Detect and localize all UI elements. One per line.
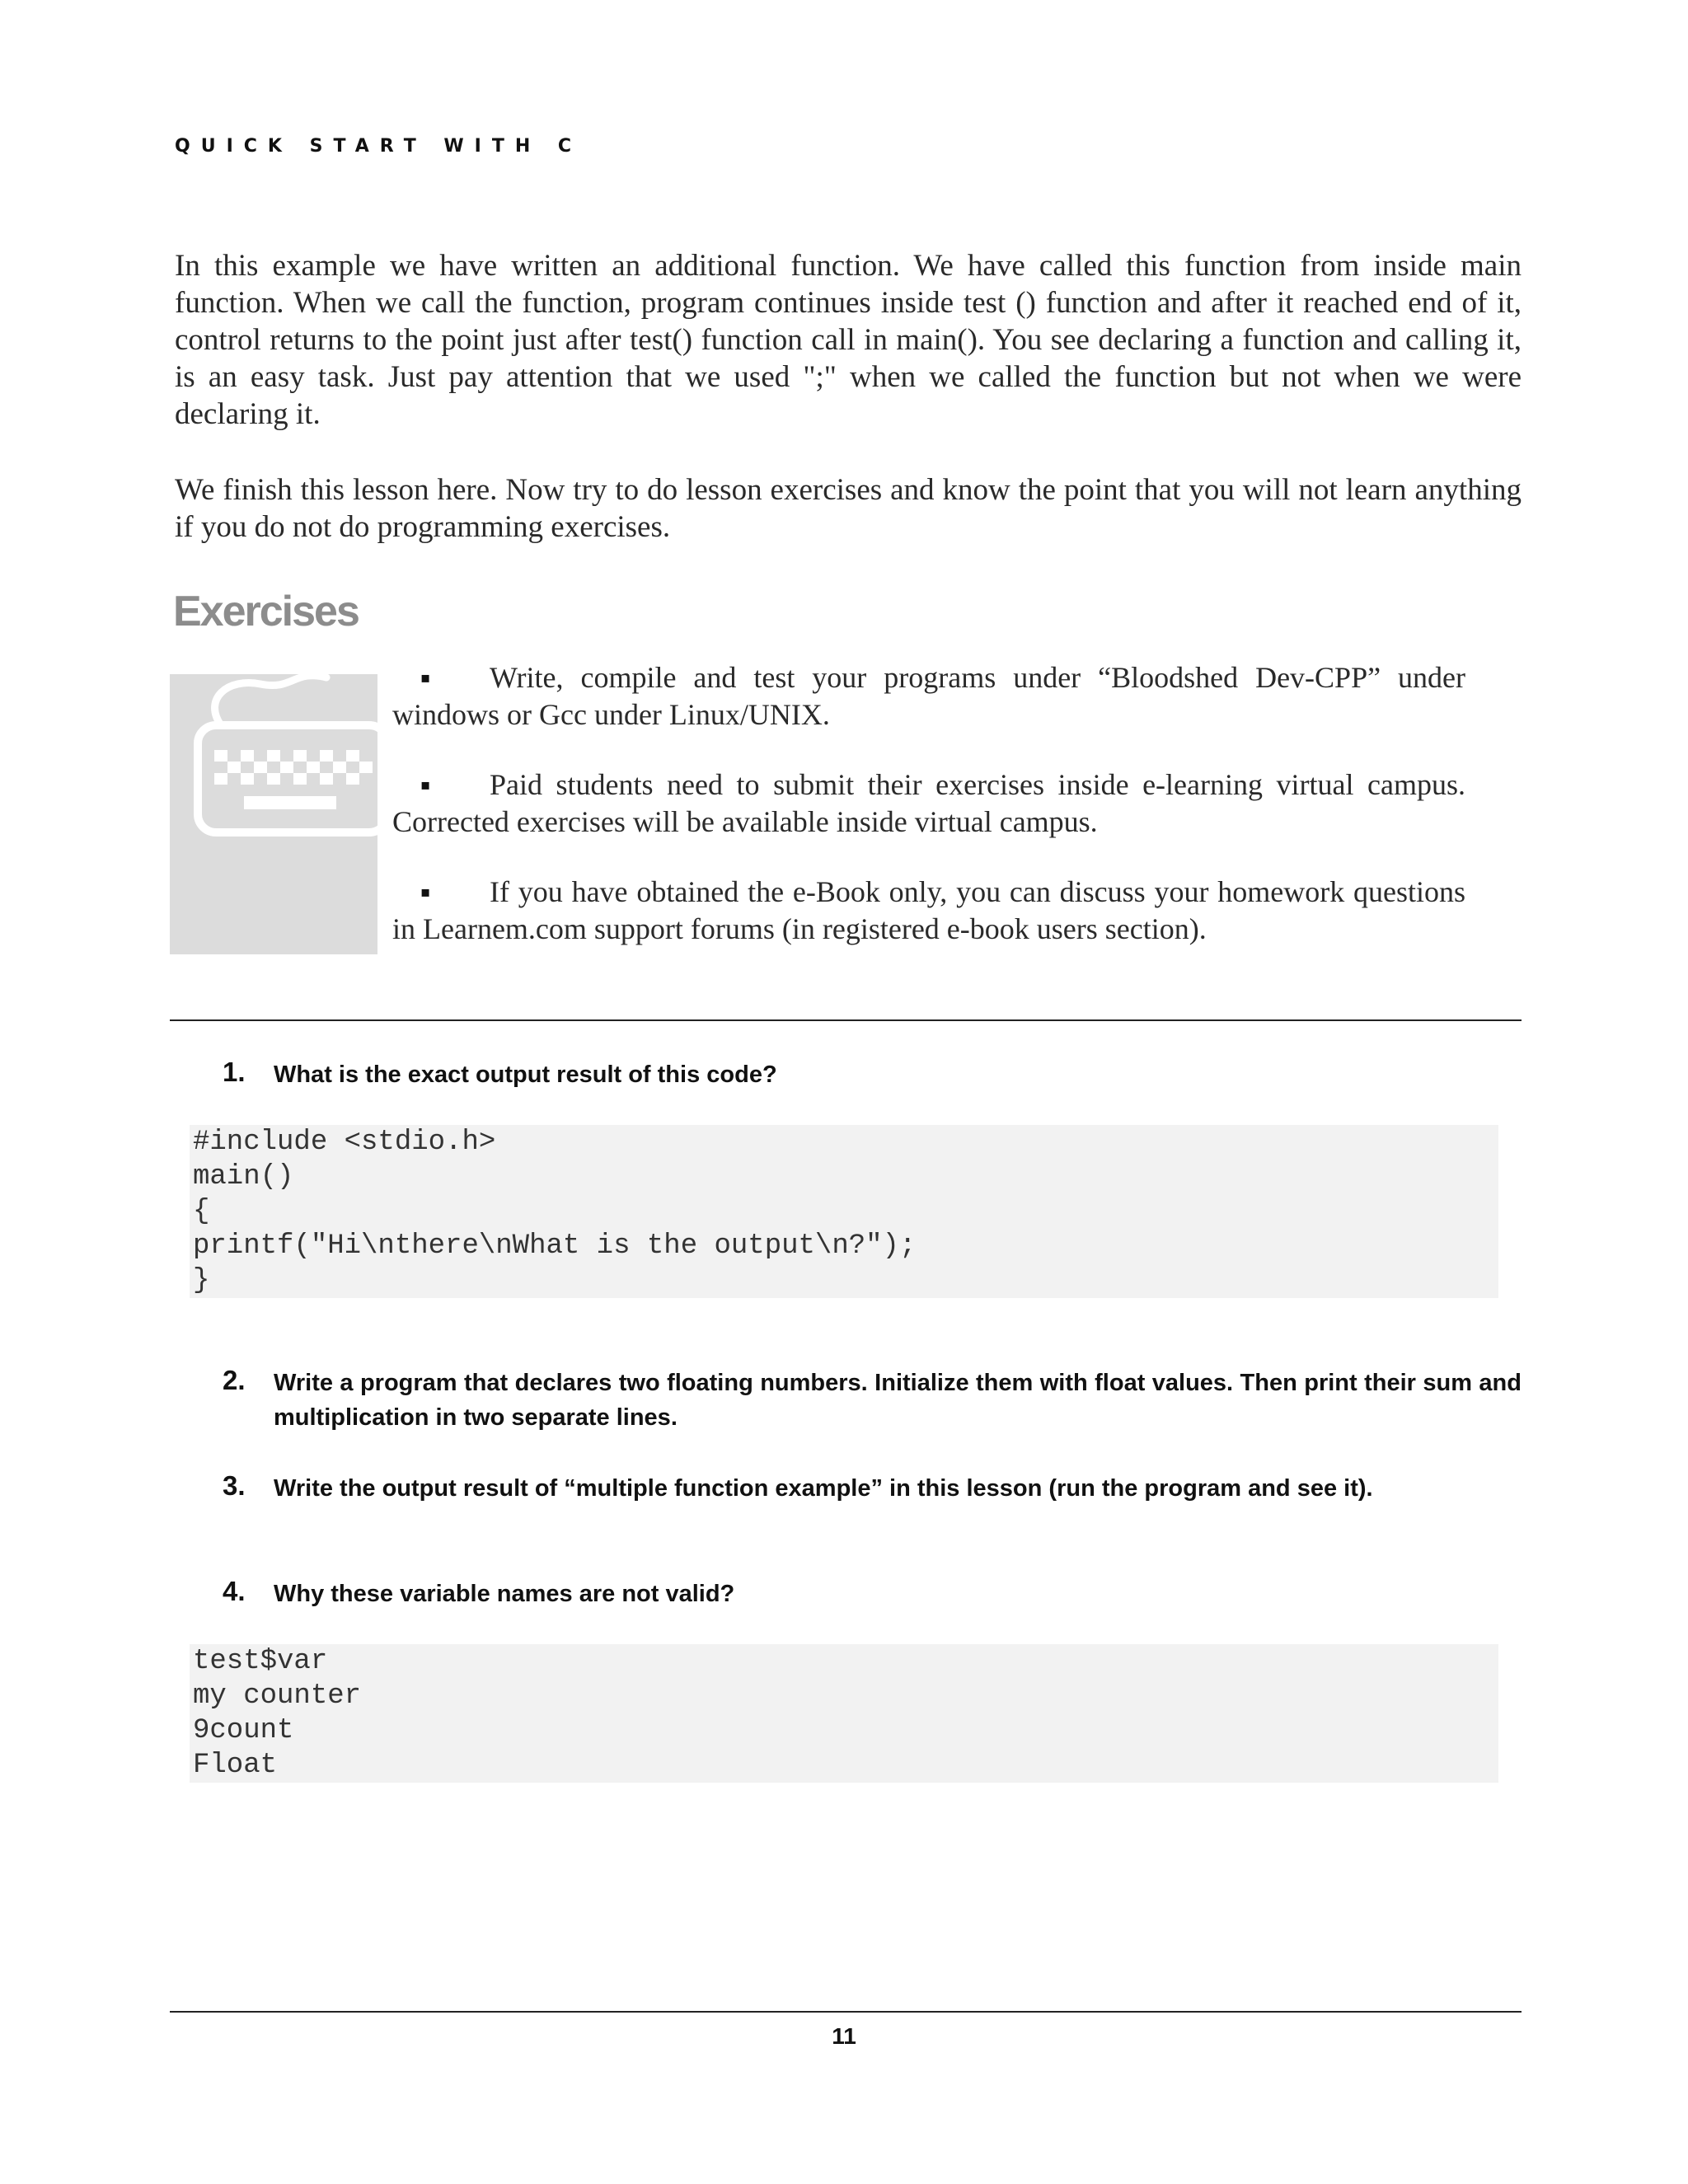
bullet-text: If you have obtained the e-Book only, you can discuss your homework questions in Learnem.com support forums (in registered e-book users section). — [392, 875, 1465, 945]
code-line: Float — [193, 1750, 278, 1781]
section-heading-exercises: Exercises — [173, 588, 359, 635]
body-paragraph: In this example we have written an additional function. We have called this function from inside main function. When we call the function, program continues inside test () function and after it reached end of it, control returns to the point just after test() function call in main(). You see declaring a function and calling it, is an easy task. Just pay attention that we used ";" when we called the function but not when we were declaring it. — [175, 249, 1522, 431]
bullet-icon: ▪ — [420, 883, 431, 901]
question-number: 3. — [223, 1470, 246, 1501]
question-1 — [223, 1057, 1522, 1092]
code-line: } — [193, 1265, 210, 1296]
question-3 — [223, 1471, 1522, 1506]
list-item — [392, 659, 1465, 733]
code-line: my counter — [193, 1680, 362, 1712]
exercise-bullet-list — [392, 659, 1465, 981]
body-paragraph: We finish this lesson here. Now try to do lesson exercises and know the point that you will not learn anything if you do not do programming exercises. — [175, 473, 1522, 544]
code-line: #include <stdio.h> — [193, 1127, 496, 1158]
bullet-text: Write, compile and test your programs under “Bloodshed Dev-CPP” under windows or Gcc under Linux/UNIX. — [392, 661, 1465, 731]
list-item — [392, 766, 1465, 841]
question-text: Write a program that declares two floating numbers. Initialize them with float values. Then print their sum and multiplication in two separate lines. — [274, 1370, 1522, 1431]
list-item — [392, 874, 1465, 948]
divider-line — [170, 1019, 1522, 1021]
code-line: test$var — [193, 1646, 328, 1677]
bullet-icon: ▪ — [420, 669, 431, 687]
bullet-icon: ▪ — [420, 776, 431, 794]
question-number: 4. — [223, 1576, 246, 1606]
question-2 — [223, 1366, 1522, 1435]
question-text: What is the exact output result of this code? — [274, 1062, 777, 1088]
question-text: Write the output result of “multiple function example” in this lesson (run the program and see it). — [274, 1475, 1373, 1502]
question-number: 1. — [223, 1057, 246, 1087]
code-line: { — [193, 1196, 210, 1227]
running-header: QUICK START WITH C — [175, 136, 583, 157]
exercise-side-panel — [170, 674, 377, 954]
question-text: Why these variable names are not valid? — [274, 1581, 735, 1607]
footer-divider-line — [170, 2011, 1522, 2013]
bullet-text: Paid students need to submit their exercises inside e-learning virtual campus. Corrected exercises will be available inside virtual campus. — [392, 768, 1465, 838]
keyboard-icon — [170, 674, 377, 954]
code-line: printf("Hi\nthere\nWhat is the output\n?"); — [193, 1230, 917, 1262]
code-line: main() — [193, 1161, 294, 1193]
code-block-2 — [190, 1644, 1498, 1783]
code-line: 9count — [193, 1715, 294, 1746]
question-number: 2. — [223, 1365, 246, 1395]
page-number: 11 — [832, 2023, 856, 2049]
code-block-1 — [190, 1125, 1498, 1298]
question-4 — [223, 1577, 1522, 1611]
